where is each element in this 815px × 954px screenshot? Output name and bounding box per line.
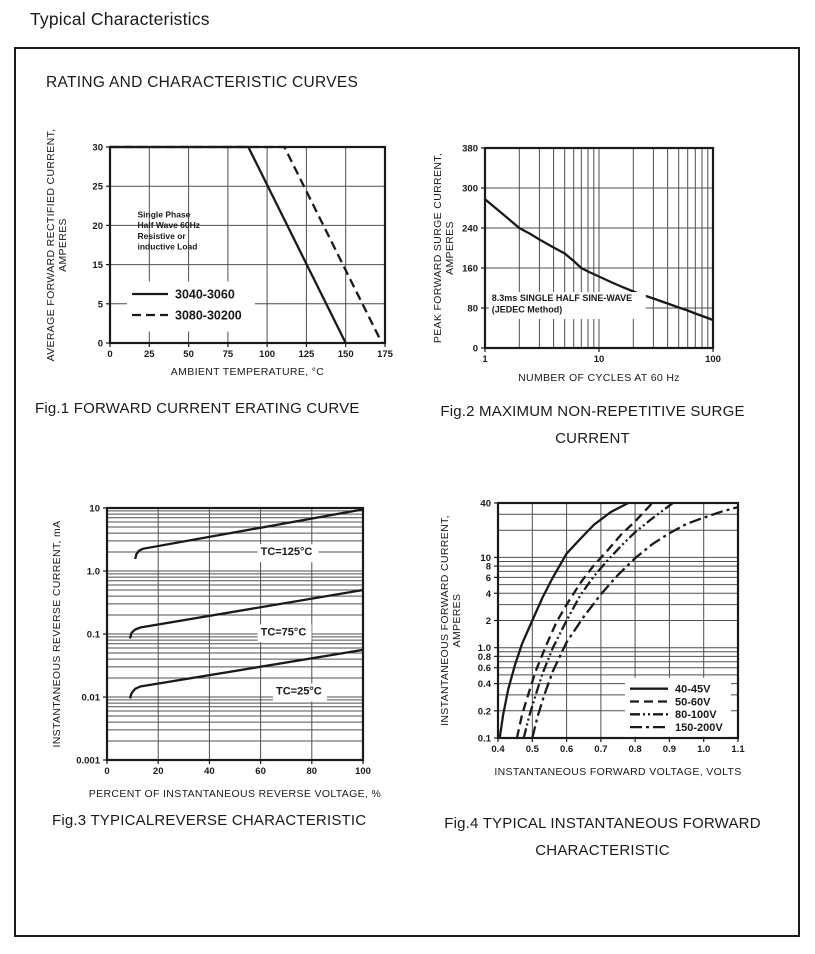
fig2-caption <box>425 398 760 452</box>
svg-text:0.4: 0.4 <box>491 744 505 755</box>
svg-text:0: 0 <box>97 338 103 350</box>
svg-text:10: 10 <box>480 552 491 564</box>
svg-text:1: 1 <box>482 354 488 365</box>
fig2-caption-line1: Fig.2 MAXIMUM NON-REPETITIVE SURGE <box>440 403 745 420</box>
svg-text:0.8: 0.8 <box>628 744 642 755</box>
svg-text:40-45V: 40-45V <box>675 683 711 696</box>
svg-text:0.1: 0.1 <box>86 629 100 641</box>
svg-text:0: 0 <box>104 766 110 777</box>
svg-text:380: 380 <box>462 143 478 155</box>
svg-text:30: 30 <box>92 142 103 154</box>
svg-text:1.0: 1.0 <box>697 744 711 755</box>
svg-text:40: 40 <box>204 766 215 777</box>
svg-text:NUMBER OF CYCLES AT 60 Hz: NUMBER OF CYCLES AT 60 Hz <box>518 372 680 384</box>
svg-text:150: 150 <box>337 349 354 360</box>
fig2-chart <box>425 118 755 388</box>
svg-text:TC=75°C: TC=75°C <box>260 626 307 639</box>
svg-text:3080-30200: 3080-30200 <box>175 308 242 323</box>
svg-text:0.1: 0.1 <box>477 733 491 745</box>
svg-text:AMPERES: AMPERES <box>57 218 69 272</box>
svg-text:6: 6 <box>485 572 491 584</box>
svg-text:0.5: 0.5 <box>525 744 539 755</box>
fig4-chart <box>430 492 770 792</box>
fig2-caption-line2: CURRENT <box>555 430 630 447</box>
svg-text:8.3ms SINGLE HALF SINE-WAVE: 8.3ms SINGLE HALF SINE-WAVE <box>491 293 633 303</box>
section-heading: RATING AND CHARACTERISTIC CURVES <box>46 74 359 91</box>
svg-text:20: 20 <box>92 220 103 232</box>
svg-text:0: 0 <box>107 349 113 360</box>
svg-text:10: 10 <box>89 503 100 515</box>
svg-text:Half Wave 60Hz: Half Wave 60Hz <box>137 220 201 231</box>
svg-text:AMPERES: AMPERES <box>444 221 456 275</box>
svg-text:TC=25°C: TC=25°C <box>276 685 322 698</box>
svg-text:50-60V: 50-60V <box>675 696 711 709</box>
svg-text:240: 240 <box>462 223 478 235</box>
svg-text:25: 25 <box>92 181 103 193</box>
svg-text:0.7: 0.7 <box>594 744 608 755</box>
fig1-chart <box>40 118 400 383</box>
fig1-caption: Fig.1 FORWARD CURRENT ERATING CURVE <box>35 400 360 417</box>
svg-text:1.0: 1.0 <box>86 566 100 578</box>
page-title: Typical Characteristics <box>30 9 210 29</box>
svg-text:160: 160 <box>462 263 478 275</box>
svg-text:5: 5 <box>97 299 103 311</box>
svg-text:PERCENT OF INSTANTANEOUS REVER: PERCENT OF INSTANTANEOUS REVERSE VOLTAGE, % <box>88 788 382 800</box>
fig3-caption: Fig.3 TYPICALREVERSE CHARACTERISTIC <box>52 812 367 829</box>
fig3-chart <box>40 492 390 804</box>
svg-text:100: 100 <box>259 349 276 360</box>
svg-text:INSTANTANEOUS FORWARD VOLTAGE,: INSTANTANEOUS FORWARD VOLTAGE, VOLTS <box>494 766 742 778</box>
svg-text:10: 10 <box>593 354 605 365</box>
svg-text:TC=125°C: TC=125°C <box>260 546 313 559</box>
svg-text:(JEDEC Method): (JEDEC Method) <box>491 304 563 315</box>
svg-text:AMPERES: AMPERES <box>451 593 463 648</box>
svg-text:0: 0 <box>472 343 478 355</box>
svg-text:100: 100 <box>355 766 371 777</box>
svg-text:INSTANTANEOUS REVERSE CURRENT,: INSTANTANEOUS REVERSE CURRENT, mA <box>51 520 63 748</box>
fig4-caption <box>430 810 775 864</box>
svg-text:80: 80 <box>306 766 318 777</box>
svg-text:175: 175 <box>377 349 393 360</box>
svg-text:3040-3060: 3040-3060 <box>175 287 235 302</box>
svg-text:0.001: 0.001 <box>76 755 100 767</box>
svg-text:80: 80 <box>467 303 478 315</box>
svg-text:0.9: 0.9 <box>662 744 677 755</box>
svg-text:1.0: 1.0 <box>477 643 491 655</box>
fig4-caption-line1: Fig.4 TYPICAL INSTANTANEOUS FORWARD <box>444 815 761 832</box>
svg-text:0.01: 0.01 <box>81 692 100 704</box>
svg-text:8: 8 <box>485 561 491 573</box>
svg-text:4: 4 <box>485 588 491 600</box>
svg-text:40: 40 <box>480 498 491 510</box>
svg-text:INSTANTANEOUS FORWARD CURRENT,: INSTANTANEOUS FORWARD CURRENT, <box>439 515 451 726</box>
svg-text:2: 2 <box>485 616 491 627</box>
svg-text:0.8: 0.8 <box>477 651 491 663</box>
svg-text:20: 20 <box>152 766 164 777</box>
svg-text:0.2: 0.2 <box>477 706 491 718</box>
svg-text:AVERAGE FORWARD RECTIFIED CURR: AVERAGE FORWARD RECTIFIED CURRENT, <box>45 128 57 362</box>
svg-text:300: 300 <box>462 183 478 195</box>
svg-text:0.6: 0.6 <box>477 663 491 675</box>
svg-text:150-200V: 150-200V <box>675 722 723 734</box>
svg-text:0.6: 0.6 <box>559 744 574 755</box>
svg-text:0.4: 0.4 <box>477 679 491 691</box>
svg-text:125: 125 <box>298 349 315 360</box>
svg-text:Single Phase: Single Phase <box>137 209 191 220</box>
svg-text:AMBIENT TEMPERATURE, °C: AMBIENT TEMPERATURE, °C <box>170 366 325 378</box>
svg-text:75: 75 <box>222 349 234 360</box>
svg-text:inductive Load: inductive Load <box>137 241 198 252</box>
svg-text:60: 60 <box>255 766 266 777</box>
svg-text:15: 15 <box>92 260 103 272</box>
svg-text:80-100V: 80-100V <box>675 709 717 722</box>
svg-text:PEAK FORWARD SURGE CURRENT,: PEAK FORWARD SURGE CURRENT, <box>432 152 444 344</box>
svg-text:1.1: 1.1 <box>731 744 745 755</box>
svg-text:50: 50 <box>183 349 194 360</box>
svg-text:25: 25 <box>144 349 155 360</box>
fig4-caption-line2: CHARACTERISTIC <box>535 842 670 859</box>
svg-text:Resistive or: Resistive or <box>137 230 186 241</box>
svg-text:100: 100 <box>705 354 721 365</box>
